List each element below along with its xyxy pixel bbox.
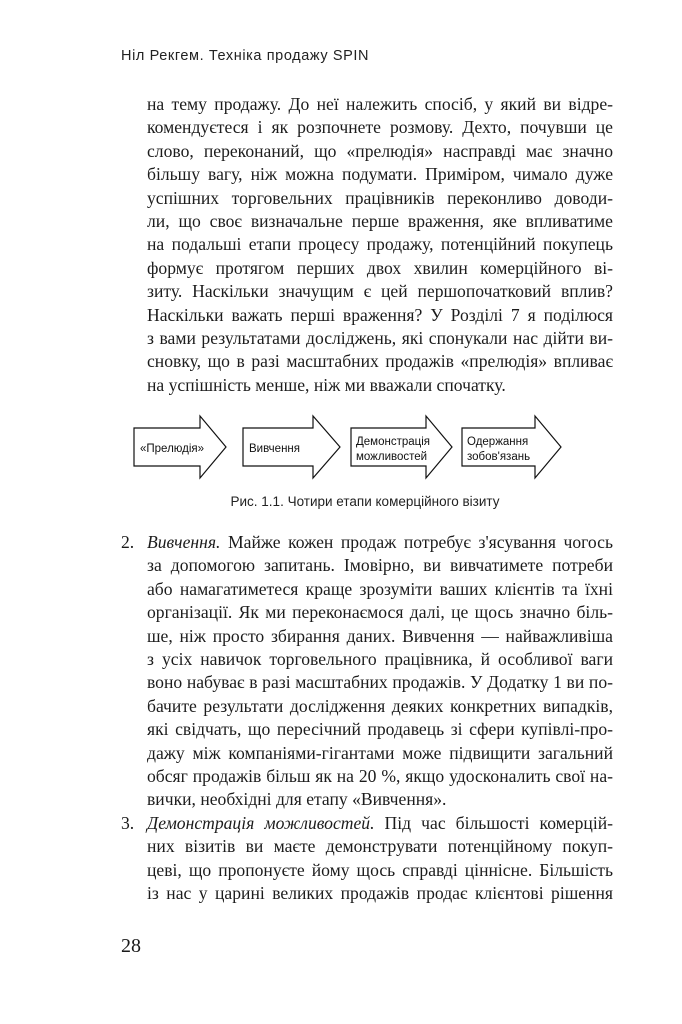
list-number: 2. (121, 532, 135, 552)
stage-arrow-1 (134, 416, 226, 478)
text-line: із нас у царині великих продажів продає клієнтові рішення (147, 883, 613, 904)
text-line: організації. Як ми переконаємося далі, це щось значно біль- (147, 602, 613, 623)
text-line: комендуєтеся і як розпочнете розмову. Дехто, почувши це (147, 117, 613, 138)
stage-label: можливостей (356, 451, 428, 463)
stage-arrow-4 (462, 416, 561, 478)
stage-label: Одержання (467, 436, 529, 448)
text-line: цеві, що пропонуєте йому щось справді ціннісне. Більшість (147, 859, 613, 880)
text-line: більшу вагу, ніж можна подумати. Приміром, чимало дуже (147, 164, 613, 185)
stage-arrow-3 (351, 416, 452, 478)
term: Вивчення. (147, 532, 221, 552)
stage-label: зобов'язань (467, 451, 531, 463)
stage-arrow-2 (243, 416, 340, 478)
text-line: Наскільки важать перші враження? У Розділі 7 я поділюся (147, 304, 613, 325)
text-line: ли, що своє визначальне перше враження, яке впливатиме (147, 211, 613, 232)
text-line: ше, ніж просто збирання даних. Вивчення — найважливіша (147, 625, 613, 646)
text-line: формує протягом перших двох хвилин комерційного ві- (147, 257, 613, 278)
text-line: обсяг продажів більш як на 20 %, якщо удосконалить свої на- (147, 766, 613, 787)
intro-paragraph (147, 93, 613, 397)
text-line: дажу між компаніями-гігантами може підвищити загальний (147, 742, 613, 763)
text-line: вички, необхідні для етапу «Вивчення». (147, 789, 447, 810)
running-head: Ніл Рекгем. Техніка продажу SPIN (121, 48, 370, 64)
list-item-body (147, 812, 613, 906)
stage-label: «Прелюдія» (140, 443, 205, 455)
text-line: слово, переконаний, що «прелюдія» насправді має значно (147, 140, 613, 161)
text-line: бачите результати дослідження деяких конкретних випадків, (147, 695, 613, 716)
text-line: або намагатиметеся краще зрозуміти ваших клієнтів та їхні (147, 578, 613, 599)
figure-sales-stages (130, 412, 570, 482)
text-line: на тему продажу. До неї належить спосіб, у який ви відре- (147, 94, 613, 114)
list-item-2 (121, 531, 613, 812)
list-number: 3. (121, 813, 135, 833)
text-line: за допомогою запитань. Імовірно, ви вивчатимете потреби (147, 555, 613, 576)
text-line: з вами результатами досліджень, які спонукали нас дійти ви- (147, 328, 613, 349)
term: Демонстрація можливостей. (147, 813, 375, 833)
text-line: воно набуває в разі масштабних продажів. У Додатку 1 ви по- (147, 672, 613, 693)
text-line: зиту. Наскільки значущим є цей першопочатковий вплив? (147, 281, 613, 302)
figure-caption (0, 494, 682, 509)
text-line: Майже кожен продаж потребує з'ясування чогось (220, 532, 613, 552)
figure-caption-text: Рис. 1.1. Чотири етапи комерційного візиту (230, 494, 500, 509)
stage-label: Вивчення (249, 443, 301, 455)
text-line: сновку, що в разі масштабних продажів «прелюдія» впливає (147, 351, 613, 372)
list-item-body (147, 531, 613, 812)
text-line: них візитів ви маєте демонструвати потенційному покуп- (147, 836, 613, 857)
stages-diagram (130, 412, 570, 482)
text-line: Під час більшості комерцій- (374, 813, 613, 833)
text-line: з усіх навичок торговельного працівника, й особливої ваги (147, 649, 613, 670)
stage-label: Демонстрація (356, 436, 431, 448)
text-line: які свідчать, що пересічний продавець зі сфери купівлі-про- (147, 719, 613, 740)
page-number: 28 (121, 935, 141, 957)
text-line: успішних торговельних працівників переконливо доводи- (147, 187, 613, 208)
text-line: на подальші етапи процесу продажу, потенційний покупець (147, 234, 613, 255)
list-item-3 (121, 812, 613, 906)
text-line: на успішність менше, ніж ми вважали спочатку. (147, 374, 506, 395)
